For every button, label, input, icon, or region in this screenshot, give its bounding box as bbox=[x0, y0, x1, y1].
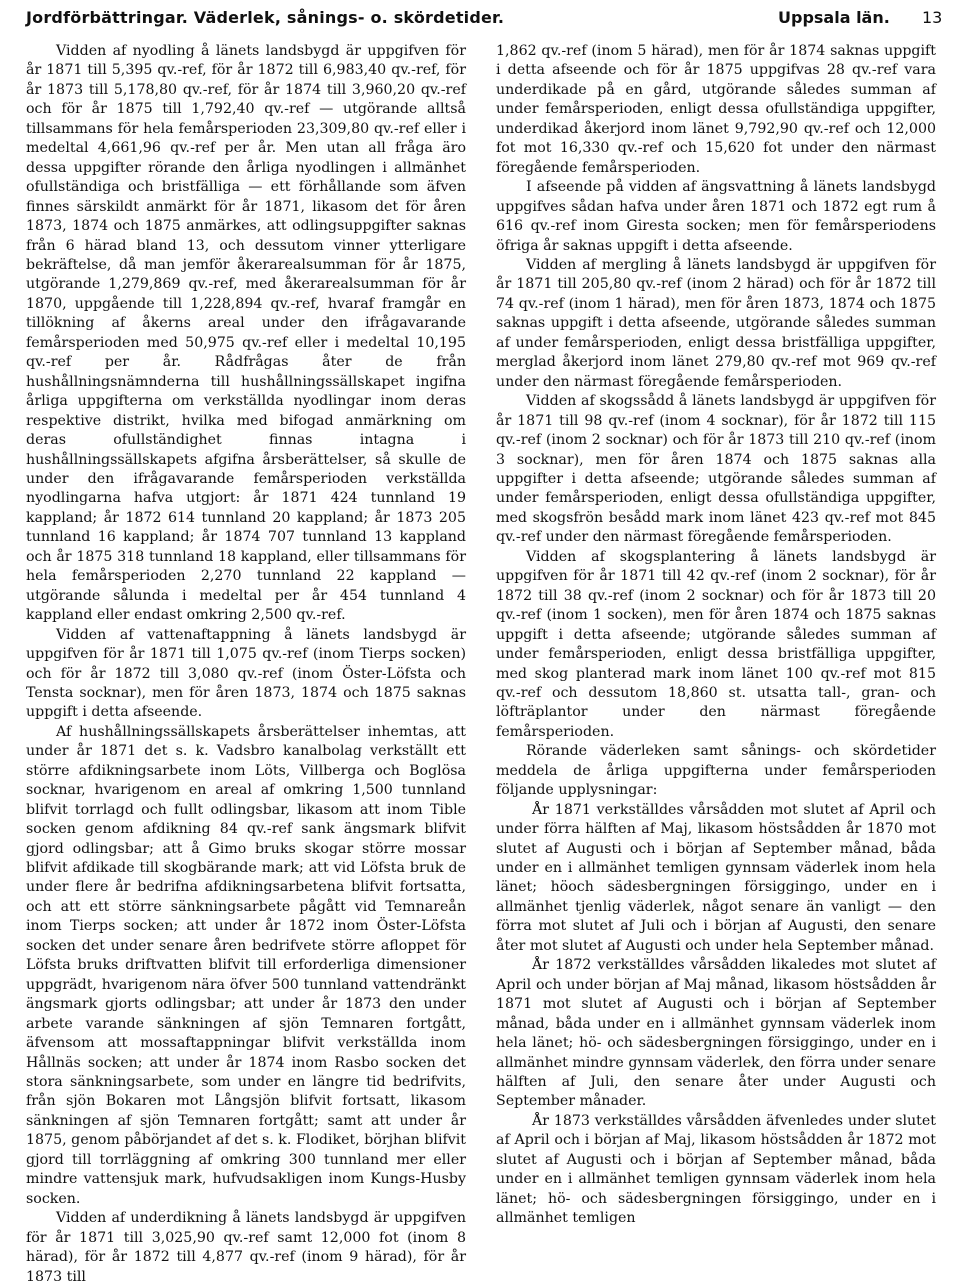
paragraph-skogssadd: Vidden af skogssådd å länets landsbygd är uppgifven för år 1871 till 98 qv.-ref (inom 4 socknar), för år 1872 till 115 qv.-ref (inom 2 socknar) och för år 1873 till 210 qv.-ref (inom 3 socknar), men för åren 1874 och 1875 saknas alla uppgifter i detta afseende; utgörande således summan af under femårsperioden, enligt dessa ofullständiga uppgifter, med skogsfrön besådd mark inom länet 423 qv.-ref mot 845 qv.-ref under den närmast föregående femårsperioden. bbox=[496, 393, 936, 546]
left-column bbox=[26, 42, 466, 1287]
paragraph-year-1872: År 1872 verkställdes vårsådden likaledes mot slutet af April och under början af Maj månad, likasom höstsådden år 1871 mot slutet af Augusti och i början af September månad, båda under en i allmänhet gynnsam väderlek inom hela länet; hö- och sädesbergningen försiggingo, under en i allmänhet mindre gynnsam väderlek, den förra under senare hälften af Juli, den senare åter under Augusti och September månader. bbox=[496, 957, 936, 1110]
paragraph-vattenaftappning: Vidden af vattenaftappning å länets landsbygd är uppgifven för år 1871 till 1,075 qv.-ref (inom Tierps socken) och för år 1872 till 3,080 qv.-ref (inom Öster-Löfsta och Tensta socknar), men för åren 1873, 1874 och 1875 saknas uppgift i detta afseende. bbox=[26, 626, 466, 721]
page-number: 13 bbox=[922, 8, 943, 27]
paragraph-year-1873: År 1873 verkställdes vårsådden äfvenledes under slutet af April och i början af Maj, likasom höstsådden år 1872 mot slutet af Augusti och i början af September månad, båda under en i allmänhet temligen gynnsam väderlek inom hela länet; hö- och sädesbergningen försiggingo, under en i allmänhet temligen bbox=[496, 1112, 936, 1227]
paragraph-vaderlek-intro: Rörande väderleken samt sånings- och skördetider meddela de årliga uppgifterna under femårsperioden följande upplysningar: bbox=[496, 743, 936, 799]
running-title: Jordförbättringar. Väderlek, sånings- o. skördetider. bbox=[26, 8, 505, 27]
paragraph-underdikning: Vidden af underdikning å länets landsbygd är uppgifven för år 1871 till 3,025,90 qv.-ref samt 12,000 fot (inom 8 härad), för år 1872 till 4,877 qv.-ref (inom 9 härad), för år 1873 till bbox=[26, 1210, 466, 1285]
right-column bbox=[496, 42, 936, 1229]
paragraph-nyodling: Vidden af nyodling å länets landsbygd är uppgifven för år 1871 till 5,395 qv.-ref, för år 1872 till 6,983,40 qv.-ref, för år 1873 till 5,178,80 qv.-ref, för år 1874 till 3,960,20 qv.-ref och för år 1875 till 1,792,40 qv.-ref — utgörande alltså tillsammans för hela femårsperioden 23,309,80 qv.-ref eller i medeltal 4,661,96 qv.-ref per år. Men utan all fråga äro dessa uppgifter rörande den årliga nyodlingen i allmänhet ofullständiga och bristfälliga — ett förhållande som äfven finnes särskildt anmärkt för år 1871, likasom det för åren 1873, 1874 och 1875 anmärkes, att odlingsuppgifter saknas från 6 härad bland 13, och dessutom vinner ytterligare bekräftelse, då man jemför åkerarealsumman för år 1875, utgörande 1,279,869 qv.-ref, med åkerarealsumman för år 1870, uppgående till 1,228,894 qv.-ref, hvaraf framgår en tillökning af åkerns areal under den ifrågavarande femårsperioden med 50,975 qv.-ref eller i medeltal 10,195 qv.-ref per år. Rådfrågas åter de från hushållningsnämnderna till hushållningssällskapet ingifna årliga uppgifterna om verkställda nyodlingar inom deras respektive distrikt, hvilka med bifogad anmärkning om deras ofullständighet finnas intagna i hushållningssällskapets afgifna årsberättelser, så skulle de under den ifrågavarande femårsperioden verkställda nyodlingarna hafva utgjort: år 1871 424 tunnland 19 kappland; år 1872 614 tunnland 20 kappland; år 1873 205 tunnland 16 kappland; år 1874 707 tunnland 13 kappland och år 1875 318 tunnland 18 kappland, eller tillsammans för hela femårsperioden 2,270 tunnland 22 kappland — utgörande sålunda i medeltal per år 454 tunnland 4 kappland eller endast omkring 2,500 qv.-ref. bbox=[26, 43, 466, 624]
page-header bbox=[0, 0, 960, 36]
paragraph-mergling: Vidden af mergling å länets landsbygd är uppgifven för år 1871 till 205,80 qv.-ref (inom 2 härad) och för år 1872 till 74 qv.-ref (inom 1 härad), men för åren 1873, 1874 och 1875 saknas uppgift i detta afseende, utgörande således summan af under femårsperioden, enligt dessa bristfälliga uppgifter, merglad åkerjord inom länet 279,80 qv.-ref mot 969 qv.-ref under den närmast föregående femårsperioden. bbox=[496, 256, 936, 390]
paragraph-year-1871: År 1871 verkställdes vårsådden mot slutet af April och under förra hälften af Maj, likasom höstsådden år 1870 mot slutet af Augusti och i början af September månad, båda under en i allmänhet temligen gynnsam väderlek inom hela länet; höoch sädesbergningen försiggingo, under en i allmänhet tjenlig väderlek, något senare än vanligt — den förra mot slutet af Juli och i början af Augusti, den senare åter mot slutet af Augusti och under hela September månad. bbox=[496, 801, 936, 954]
county-title: Uppsala län. bbox=[778, 8, 890, 27]
paragraph-angsvattning: I afseende på vidden af ängsvattning å länets landsbygd uppgifves sådan hafva under åren 1871 och 1872 egt rum å 616 qv.-ref inom Giresta socken; men för femårsperiodens öfriga år saknas uppgift i detta afseende. bbox=[496, 179, 936, 254]
paragraph-afdikningsarbeten: Af hushållningssällskapets årsberättelser inhemtas, att under år 1871 det s. k. Vadsbro kanalbolag verkställt ett större afdikningsarbete inom Löts, Villberga och Boglösa socknar, hvarigenom en areal af omkring 1,500 tunnland blifvit torrlagd och fullt odlingsbar, likasom att inom Tible socken genom afdikning 84 qv.-ref sank ängsmark blifvit gjord odlingsbar; att å Gimo bruks skogar större mossar blifvit afdikade till skogbärande mark; att vid Löfsta bruk de under flere år bedrifna afdikningsarbetena blifvit fortsatta, och att ett större sänkningsarbete pågått vid Temnareån inom Tierps socken; att under år 1872 inom Öster-Löfsta socken det under senare åren bedrifvete större afloppet för Löfsta bruks driftvatten blifvit till erforderliga dimensioner uppgrädt, hvarigenom nära öfver 500 tunnland vattendränkt ängsmark gjorts odlingsbar; att under år 1873 den under arbete varande sänkningen af sjön Temnaren fortgått, äfvensom att mossaftappningar blifvit verkställda inom Hållnäs socken; att under år 1874 inom Rasbo socken det stora sänkningsarbete, som under en längre tid bedrifvits, från sjön Bokaren mot Långsjön blifvit fortsatt, likasom sänkningen af sjön Temnaren fortgått; samt att under år 1875, genom påbörjandet af det s. k. Flodiket, börjhan blifvit gjord till torrläggning af omkring 300 tunnland mer eller mindre vattensjuk mark, hufvudsakligen inom Kungs-Husby socken. bbox=[26, 723, 466, 1207]
paragraph-skogsplantering: Vidden af skogsplantering å länets landsbygd är uppgifven för år 1871 till 42 qv.-ref (inom 2 socknar), för år 1872 till 38 qv.-ref (inom 2 socknar) och för år 1873 till 20 qv.-ref (inom 1 socken), men för åren 1874 och 1875 saknas uppgift i detta afseende; utgörande således summan af under femårsperioden, enligt dessa bristfälliga uppgifter, med skog planterad mark inom länet 100 qv.-ref mot 815 qv.-ref och dessutom 18,860 st. utsatta tall-, gran- och löfträplantor under den närmast föregående femårsperioden. bbox=[496, 548, 936, 740]
paragraph-underdikning-cont: 1,862 qv.-ref (inom 5 härad), men för år 1874 saknas uppgift i detta afseende och för år 1875 uppgifvas 28 qv.-ref vara underdikade på en gård, utgörande således summan af under femårsperioden, enligt dessa ofullständiga uppgifter, underdikad åkerjord inom länet 9,792,90 qv.-ref och 12,000 fot mot 16,330 qv.-ref och 15,620 fot under den närmast föregående femårsperioden. bbox=[496, 43, 936, 176]
